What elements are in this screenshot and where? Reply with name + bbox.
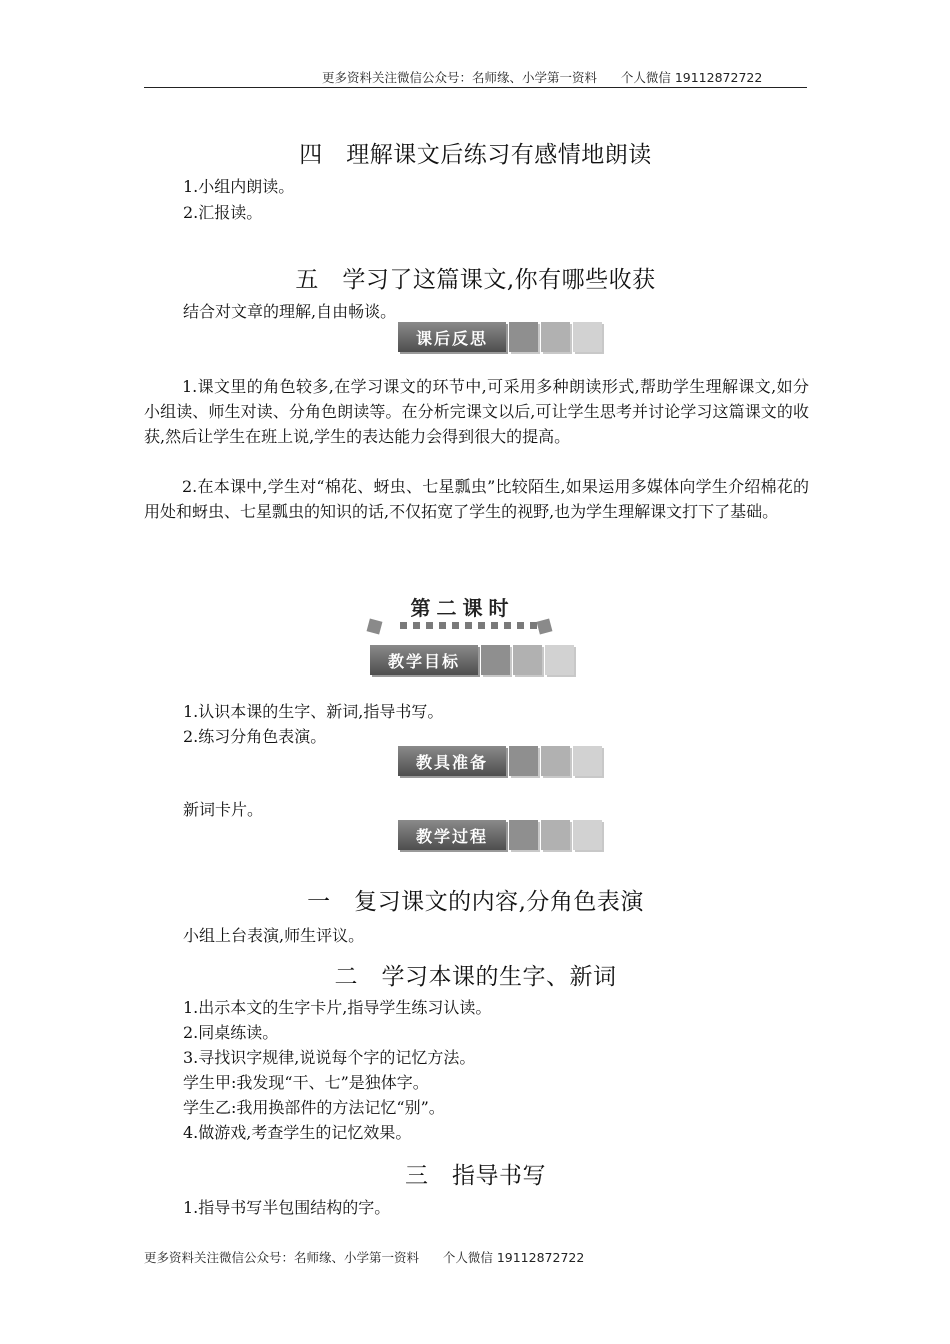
goals-banner	[370, 645, 574, 675]
goals-banner-label: 教学目标	[370, 645, 478, 675]
title-dotted-line	[400, 622, 537, 629]
prep-banner	[398, 746, 602, 776]
step-1-body: 小组上台表演,师生评议。	[183, 926, 365, 945]
banner-square-mid	[541, 322, 570, 352]
step-2-item-6: 4.做游戏,考查学生的记忆效果。	[183, 1123, 412, 1142]
page-footer: 更多资料关注微信公众号：名师缘、小学第一资料 个人微信 19112872722	[144, 1250, 585, 1265]
banner-square-light	[573, 820, 602, 850]
banner-square-dark	[509, 820, 538, 850]
page-header: 更多资料关注微信公众号：名师缘、小学第一资料 个人微信 19112872722	[322, 70, 763, 85]
prep-banner-label: 教具准备	[398, 746, 506, 776]
banner-square-light	[545, 645, 574, 675]
reflection-banner	[398, 322, 602, 352]
section-5-heading: 五 学习了这篇课文,你有哪些收获	[295, 267, 656, 293]
section-4-item-1: 1.小组内朗读。	[183, 177, 295, 196]
step-2-item-3: 3.寻找识字规律,说说每个字的记忆方法。	[183, 1048, 476, 1067]
goal-item-1: 1.认识本课的生字、新词,指导书写。	[183, 702, 444, 721]
prep-body: 新词卡片。	[183, 800, 264, 819]
reflection-paragraph-2: 2.在本课中,学生对“棉花、蚜虫、七星瓢虫”比较陌生,如果运用多媒体向学生介绍棉花的用处和蚜虫、七星瓢虫的知识的话,不仅拓宽了学生的视野,也为学生理解课文打下了基础。	[144, 477, 809, 521]
step-2-heading: 二 学习本课的生字、新词	[334, 964, 617, 990]
step-3-heading: 三 指导书写	[405, 1163, 546, 1189]
title-deco-left	[367, 619, 383, 635]
lesson-2-title: 第二课时	[410, 596, 515, 620]
step-2-item-2: 2.同桌练读。	[183, 1023, 279, 1042]
banner-square-light	[573, 322, 602, 352]
goal-item-2: 2.练习分角色表演。	[183, 727, 327, 746]
reflection-paragraph-1: 1.课文里的角色较多,在学习课文的环节中,可采用多种朗读形式,帮助学生理解课文,如分小组读、师生对读、分角色朗读等。在分析完课文以后,可让学生思考并讨论学习这篇课文的收获,然后让学生在班上说,学生的表达能力会得到很大的提高。	[144, 377, 809, 446]
banner-square-mid	[541, 820, 570, 850]
banner-square-dark	[481, 645, 510, 675]
section-4-heading: 四 理解课文后练习有感情地朗读	[299, 142, 652, 168]
process-banner	[398, 820, 602, 850]
step-2-item-1: 1.出示本文的生字卡片,指导学生练习认读。	[183, 998, 492, 1017]
banner-square-dark	[509, 322, 538, 352]
step-3-item-1: 1.指导书写半包围结构的字。	[183, 1198, 391, 1217]
banner-square-mid	[541, 746, 570, 776]
step-2-item-4: 学生甲:我发现“干、七”是独体字。	[183, 1073, 429, 1092]
banner-square-mid	[513, 645, 542, 675]
banner-square-light	[573, 746, 602, 776]
section-5-body: 结合对文章的理解,自由畅谈。	[183, 302, 397, 321]
header-rule	[144, 87, 807, 88]
process-banner-label: 教学过程	[398, 820, 506, 850]
lesson-2-title-block	[370, 592, 555, 642]
banner-square-dark	[509, 746, 538, 776]
reflection-banner-label: 课后反思	[398, 322, 506, 352]
step-1-heading: 一 复习课文的内容,分角色表演	[307, 889, 644, 915]
step-2-item-5: 学生乙:我用换部件的方法记忆“别”。	[183, 1098, 445, 1117]
section-4-item-2: 2.汇报读。	[183, 203, 263, 222]
